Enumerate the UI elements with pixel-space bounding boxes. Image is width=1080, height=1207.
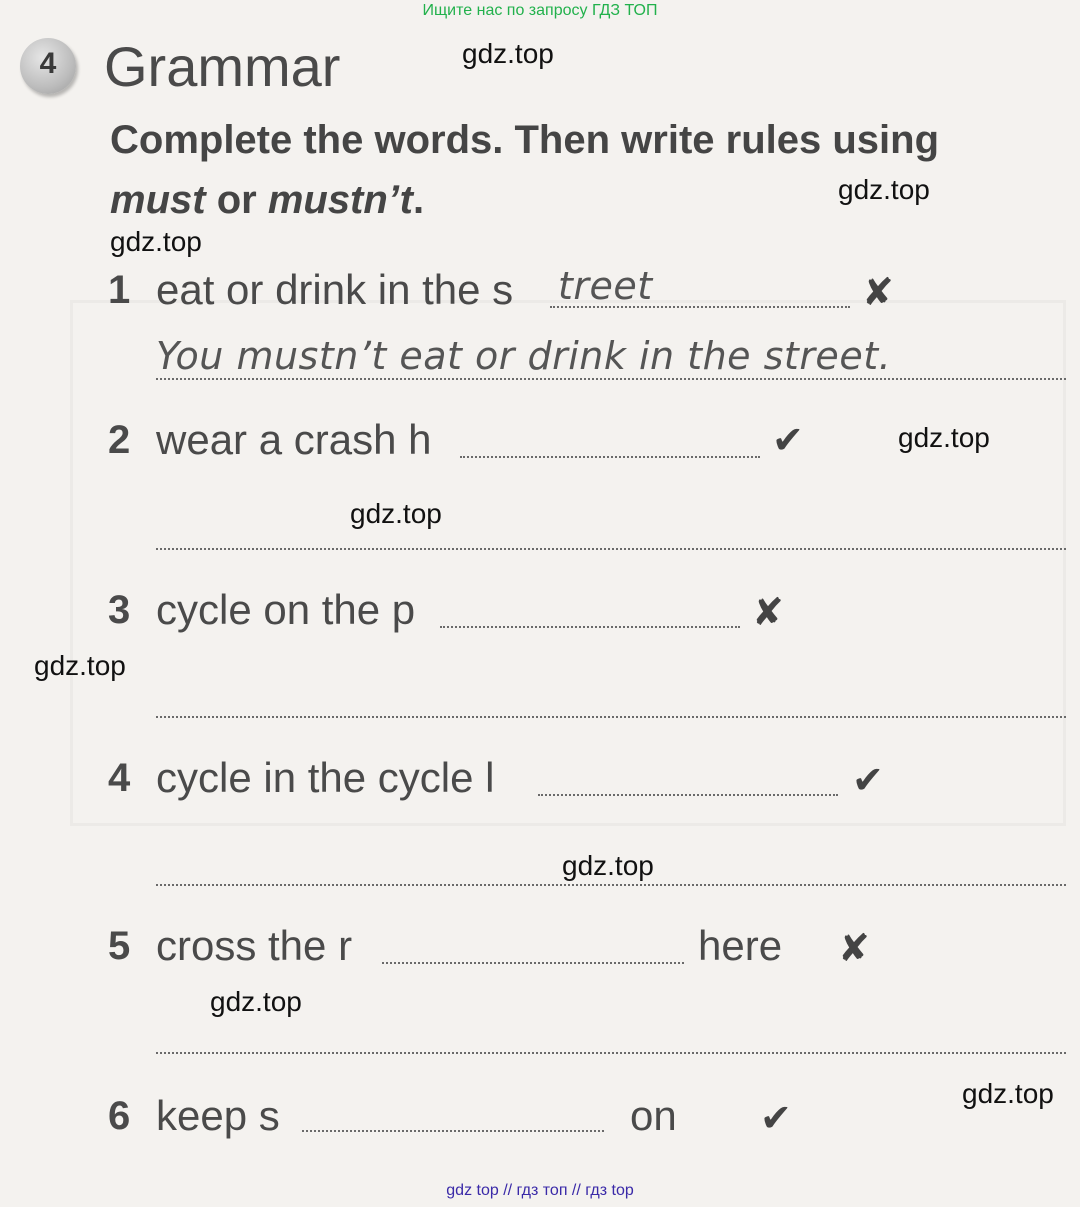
item-6-number: 6: [108, 1094, 131, 1138]
watermark: gdz.top: [898, 422, 990, 453]
item-1-answer: You mustn’t eat or drink in the street.: [156, 334, 892, 378]
item-2-number: 2: [108, 418, 131, 462]
bottom-banner[interactable]: gdz top // гдз топ // гдз top: [446, 1182, 634, 1199]
section-number-badge: [20, 38, 76, 94]
item-4-word-line[interactable]: [538, 794, 838, 796]
section-title: Grammar: [104, 35, 341, 98]
item-2-prompt: wear a crash h: [156, 416, 432, 463]
item-2-word-line[interactable]: [460, 456, 760, 458]
instruction-line-1: Complete the words. Then write rules using: [110, 118, 940, 162]
item-3-number: 3: [108, 588, 131, 632]
item-1-word-line[interactable]: [550, 306, 850, 308]
instruction-period: .: [412, 178, 425, 222]
item-3-cross-mark: ✘: [752, 592, 784, 634]
item-2-tick-mark: ✔: [772, 420, 804, 462]
word-mustnt: mustn’t: [267, 178, 413, 222]
item-6-word-line[interactable]: [302, 1130, 604, 1132]
watermark: gdz.top: [210, 986, 302, 1017]
item-4-answer-line[interactable]: [156, 884, 1066, 886]
item-3-prompt: cycle on the p: [156, 586, 416, 633]
item-5-suffix: here: [698, 922, 783, 969]
instruction-line-2: [110, 178, 424, 223]
item-5-cross-mark: ✘: [838, 928, 870, 970]
item-1-answer-line[interactable]: [156, 378, 1066, 380]
watermark: gdz.top: [462, 38, 554, 69]
watermark: gdz.top: [34, 650, 126, 681]
item-6-suffix: on: [630, 1092, 677, 1139]
item-5-answer-line[interactable]: [156, 1052, 1066, 1054]
word-or: or: [205, 178, 268, 222]
item-1-cross-mark: ✘: [862, 272, 894, 314]
item-4-tick-mark: ✔: [852, 760, 884, 802]
section-number: 4: [39, 47, 57, 80]
watermark: gdz.top: [110, 226, 202, 257]
item-3-word-line[interactable]: [440, 626, 740, 628]
item-1-filled-word: treet: [558, 264, 653, 308]
item-6-tick-mark: ✔: [760, 1098, 792, 1140]
watermark: gdz.top: [562, 850, 654, 881]
item-6-prompt: keep s: [156, 1092, 280, 1139]
watermark: gdz.top: [838, 174, 930, 205]
item-2-answer-line[interactable]: [156, 548, 1066, 550]
item-5-prompt: cross the r: [156, 922, 353, 969]
item-1-number: 1: [108, 268, 131, 312]
top-banner[interactable]: Ищите нас по запросу ГДЗ ТОП: [422, 2, 658, 19]
watermark: gdz.top: [962, 1078, 1054, 1109]
item-5-word-line[interactable]: [382, 962, 684, 964]
item-4-prompt: cycle in the cycle l: [156, 754, 495, 801]
item-3-answer-line[interactable]: [156, 716, 1066, 718]
watermark: gdz.top: [350, 498, 442, 529]
item-4-number: 4: [108, 756, 131, 800]
item-1-prompt: eat or drink in the s: [156, 266, 514, 313]
item-5-number: 5: [108, 924, 131, 968]
word-must: must: [110, 178, 206, 222]
